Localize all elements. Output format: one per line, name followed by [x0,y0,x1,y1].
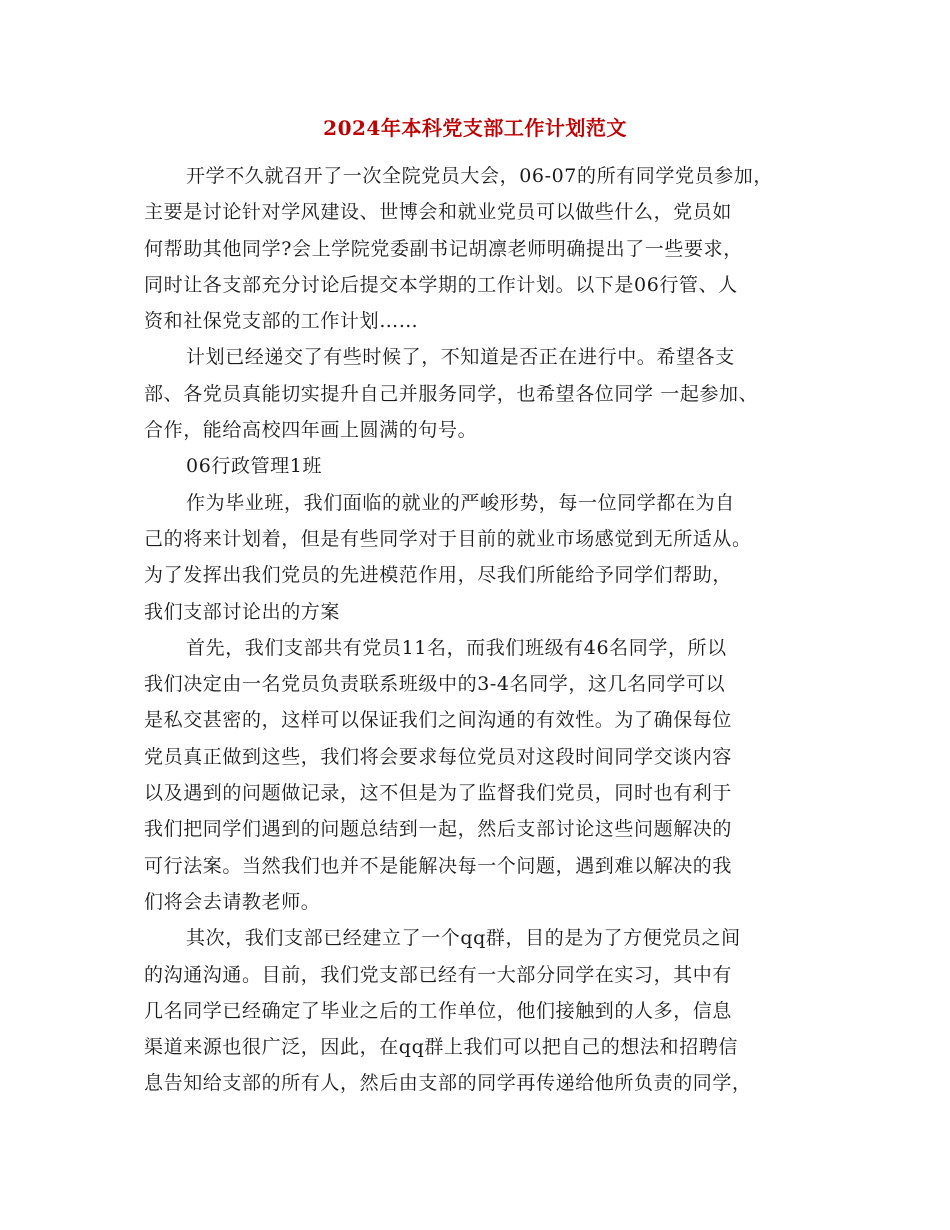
text-line: 计划已经递交了有些时候了，不知道是否正在进行中。希望各支 [186,346,735,369]
text-line: 我们决定由一名党员负责联系班级中的3-4名同学，这几名同学可以 [144,673,726,696]
text-line: 其次，我们支部已经建立了一个qq群，目的是为了方便党员之间 [186,927,741,950]
text-line: 我们把同学们遇到的问题总结到一起，然后支部讨论这些问题解决的 [144,818,733,841]
text-line: 以及遇到的问题做记录，这不但是为了监督我们党员，同时也有利于 [144,782,733,805]
text-line: 开学不久就召开了一次全院党员大会，06-07的所有同学党员参加， [186,165,773,187]
text-line: 我们支部讨论出的方案 [144,600,341,623]
text-line: 的沟通沟通。目前，我们党支部已经有一大部分同学在实习，其中有 [144,963,733,986]
text-line: 是私交甚密的，这样可以保证我们之间沟通的有效性。为了确保每位 [144,709,733,732]
text-line: 们将会去请教老师。 [144,890,321,913]
text-line: 可行法案。当然我们也并不是能解决每一个问题，遇到难以解决的我 [144,854,733,877]
text-line: 何帮助其他同学?会上学院党委副书记胡凛老师明确提出了一些要求， [144,237,743,260]
text-line: 首先，我们支部共有党员11名，而我们班级有46名同学，所以 [186,636,727,659]
page-title: 2024年本科党支部工作计划范文 [323,116,627,140]
text-line: 部、各党员真能切实提升自己并服务同学，也希望各位同学 一起参加、 [144,382,759,405]
text-line: 为了发挥出我们党员的先进模范作用，尽我们所能给予同学们帮助， [144,564,733,587]
text-line: 己的将来计划着，但是有些同学对于目前的就业市场感觉到无所适从。 [144,527,752,550]
text-line: 党员真正做到这些，我们将会要求每位党员对这段时间同学交谈内容 [144,745,733,768]
text-line: 06行政管理1班 [186,455,323,478]
text-line: 渠道来源也很广泛，因此，在qq群上我们可以把自己的想法和招聘信 [144,1036,738,1059]
text-line: 息告知给支部的所有人，然后由支部的同学再传递给他所负责的同学， [144,1072,752,1095]
text-line: 作为毕业班，我们面临的就业的严峻形势，每一位同学都在为自 [186,491,735,514]
document-body [144,158,819,1102]
text-line: 合作，能给高校四年画上圆满的句号。 [144,419,478,442]
text-line: 主要是讨论针对学风建设、世博会和就业党员可以做些什么，党员如 [144,201,733,224]
text-line: 同时让各支部充分讨论后提交本学期的工作计划。以下是06行管、人 [144,273,738,296]
text-line: 几名同学已经确定了毕业之后的工作单位，他们接触到的人多，信息 [144,999,733,1022]
text-line: 资和社保党支部的工作计划…… [144,310,419,333]
